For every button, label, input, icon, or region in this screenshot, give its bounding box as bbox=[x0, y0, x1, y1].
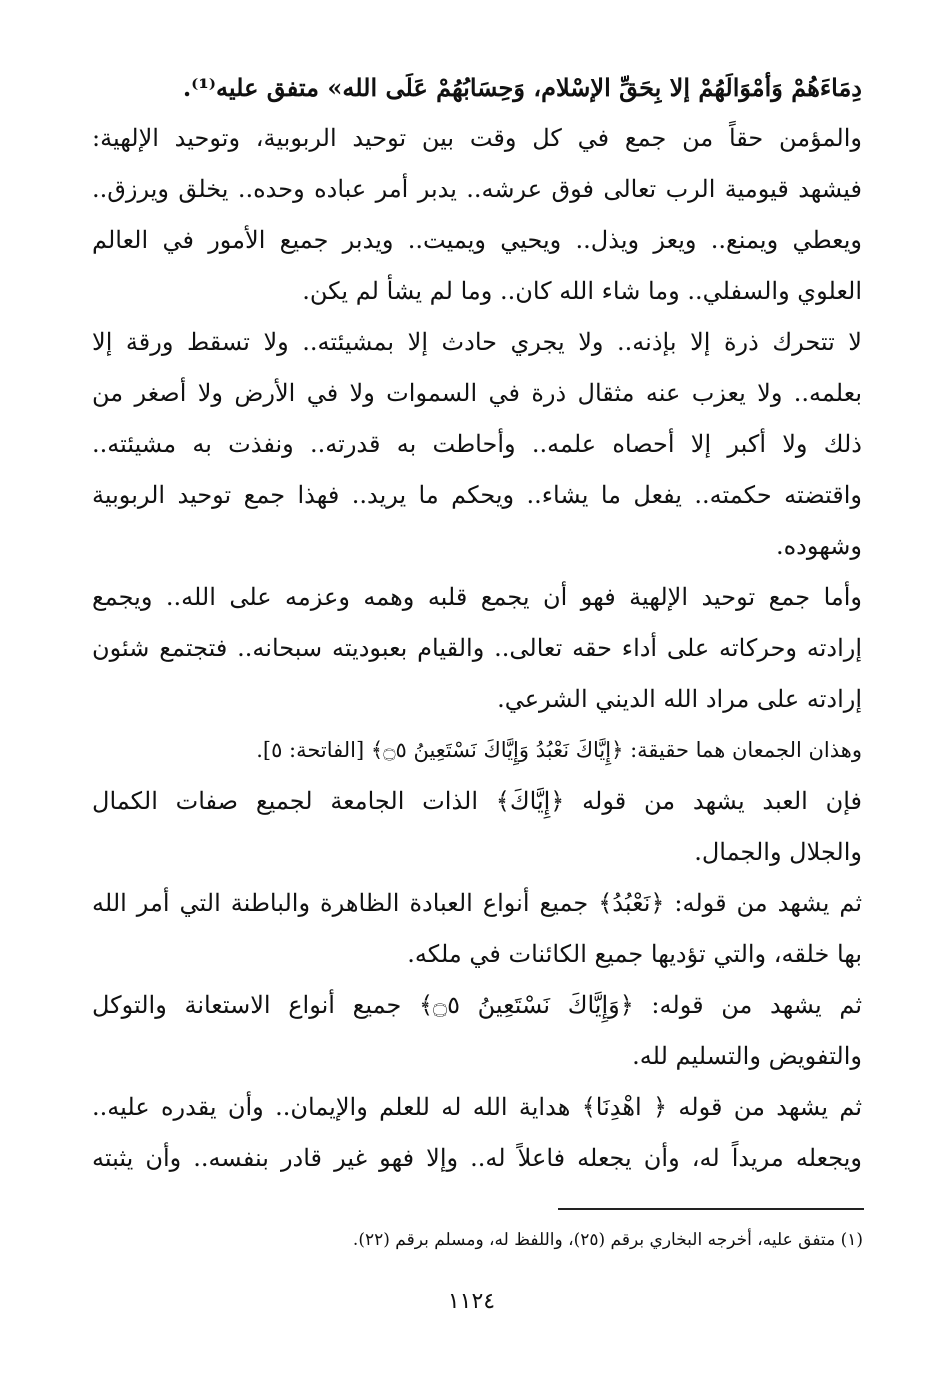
text-line: ثم يشهد من قوله: ﴿نَعْبُدُ﴾ جميع أنواع العبادة الظاهرة والباطنة التي أمر الله bbox=[92, 889, 862, 917]
text-line: إرادته على مراد الله الديني الشرعي. bbox=[497, 685, 862, 713]
text-line: بها خلقه، والتي تؤديها جميع الكائنات في ملكه. bbox=[407, 940, 862, 968]
page-number: ١١٢٤ bbox=[447, 1289, 496, 1314]
footnote: (١) متفق عليه، أخرجه البخاري برقم (٢٥)، واللفظ له، ومسلم برقم (٢٢). bbox=[352, 1230, 863, 1250]
text-line: ذلك ولا أكبر إلا أحصاه علمه.. وأحاطت به قدرته.. ونفذت به مشيئته.. bbox=[92, 430, 862, 458]
text-line: دِمَاءَهُمْ وَأمْوَالَهُمْ إلا بِحَقِّ الإسْلام، وَحِسَابُهُمْ عَلَى الله» متفق عليه⁽¹⁾. bbox=[182, 73, 862, 102]
text-line: والجلال والجمال. bbox=[694, 838, 862, 866]
text-line: والتفويض والتسليم لله. bbox=[632, 1042, 862, 1070]
text-line: واقتضته حكمته.. يفعل ما يشاء.. ويحكم ما يريد.. فهذا جمع توحيد الربوبية bbox=[92, 481, 862, 509]
text-line: ثم يشهد من قوله ﴿ اهْدِنَا﴾ هداية الله له للعلم والإيمان.. وأن يقدره عليه.. bbox=[92, 1093, 862, 1121]
text-line: إرادته وحركاته على أداء حقه تعالى.. والقيام بعبوديته سبحانه.. فتجتمع شئون bbox=[92, 634, 862, 662]
main-text bbox=[92, 62, 862, 1184]
text-line: ويعطي ويمنع.. ويعز ويذل.. ويحيي ويميت.. ويدبر جميع الأمور في العالم bbox=[92, 226, 862, 254]
text-line: فإن العبد يشهد من قوله ﴿إِيَّاكَ﴾ الذات الجامعة لجميع صفات الكمال bbox=[92, 787, 862, 815]
footnote-divider bbox=[558, 1208, 864, 1210]
text-line: وأما جمع توحيد الإلهية فهو أن يجمع قلبه وهمه وعزمه على الله.. ويجمع bbox=[92, 583, 862, 611]
text-line: لا تتحرك ذرة إلا بإذنه.. ولا يجري حادث إلا بمشيئته.. ولا تسقط ورقة إلا bbox=[92, 328, 862, 356]
text-line: وهذان الجمعان هما حقيقة: ﴿إِيَّاكَ نَعْبُدُ وَإِيَّاكَ نَسْتَعِينُ ۝٥﴾ [الفاتحة: ٥]. bbox=[256, 738, 862, 762]
text-line: فيشهد قيومية الرب تعالى فوق عرشه.. يدبر أمر عباده وحده.. يخلق ويرزق.. bbox=[92, 175, 862, 203]
text-line: والمؤمن حقاً من جمع في كل وقت بين توحيد الربوبية، وتوحيد الإلهية: bbox=[92, 124, 862, 152]
text-line: ثم يشهد من قوله: ﴿وَإِيَّاكَ نَسْتَعِينُ ۝٥﴾ جميع أنواع الاستعانة والتوكل bbox=[92, 991, 862, 1019]
text-line: العلوي والسفلي.. وما شاء الله كان.. وما لم يشأ لم يكن. bbox=[302, 277, 862, 305]
text-line: وشهوده. bbox=[775, 532, 862, 560]
text-line: ويجعله مريداً له، وأن يجعله فاعلاً له.. وإلا فهو غير قادر بنفسه.. وأن يثبته bbox=[92, 1144, 862, 1172]
text-line: بعلمه.. ولا يعزب عنه مثقال ذرة في السموات ولا في الأرض ولا أصغر من bbox=[92, 379, 862, 407]
